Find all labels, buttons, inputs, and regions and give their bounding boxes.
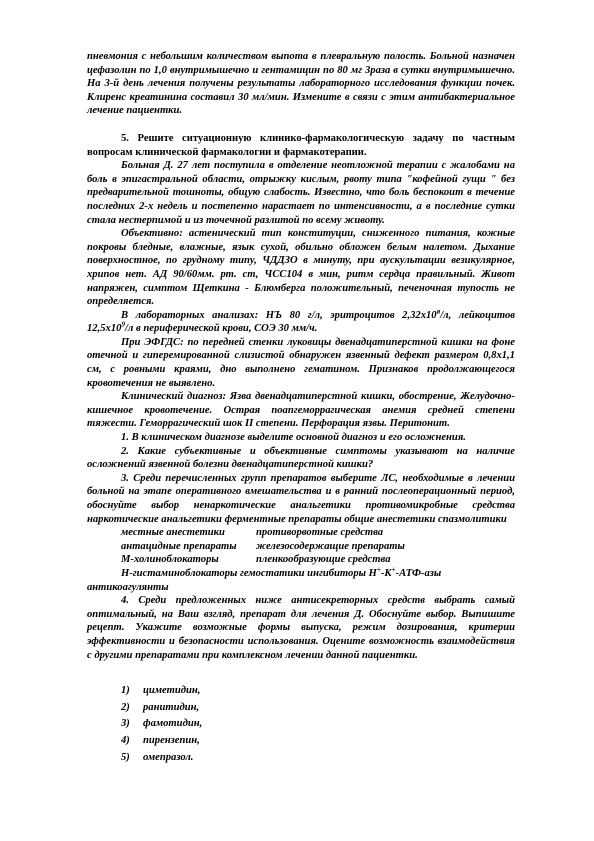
- drug-group-row: [87, 553, 515, 567]
- list-item: [121, 717, 515, 731]
- list-item-number: 2): [121, 701, 130, 713]
- drug-group-right: пленкообразующие средства: [256, 554, 391, 566]
- drug-group-left: М-холиноблокаторы: [121, 554, 219, 566]
- drug-list: [87, 684, 515, 764]
- h2-sup-2: +: [391, 565, 396, 574]
- h2-text-a: Н-гистаминоблокаторы гемостатики ингибиторы Н: [121, 567, 377, 579]
- question-4: 4. Среди предложенных ниже антисекреторных средств выбрать самый оптимальный, на Ваш взгляд, препарат для лечения Д. Обоснуйте выбор. Выпишите рецепт. Укажите возможные формы выпуска, режим дозирования, критерии эффективности и безопасности использования. Оцените возможность взаимодействия с другими препаратами при комплексном лечении данной пациентки.: [87, 595, 515, 661]
- list-item-label: фамотидин,: [143, 718, 203, 730]
- list-item: [121, 734, 515, 748]
- list-item-number: 3): [121, 718, 130, 730]
- drug-group-left: антацидные препараты: [121, 540, 237, 552]
- intro-paragraph: [87, 50, 515, 118]
- lab-sup-1: я: [436, 307, 441, 316]
- lab-sup-2: 9: [121, 320, 125, 329]
- list-item: [121, 701, 515, 715]
- list-item-label: пирензепин,: [143, 734, 200, 746]
- case-diagnosis: Клинический диагноз: Язва двенадцатиперстной кишки, обострение, Желудочно-кишечное кровотечение. Острая поапгеморрагическая анемия средней степени тяжести. Геморрагический шок II степени. Перфорация язвы. Перитонит.: [87, 391, 515, 430]
- list-item-label: омепразол.: [143, 751, 194, 763]
- drug-group-row: [87, 540, 515, 554]
- drug-group-left: местные анестетики: [121, 527, 225, 539]
- intro-line: На 3-й день лечения получены результаты лабораторного исследования функции почек.: [87, 78, 515, 90]
- drug-group-right: железосодержащие препараты: [256, 540, 405, 552]
- document-page: [87, 50, 515, 767]
- list-item-label: циметидин,: [143, 685, 201, 697]
- lab-text-c: /л в периферической крови, СОЭ 30 мм/ч.: [124, 323, 318, 335]
- h2-text-b: -К: [380, 567, 392, 579]
- drug-group-anticoag: антикоагулянты: [87, 581, 169, 593]
- question-2: 2. Какие субъективные и объективные симптомы указывают на наличие осложнений язвенной болезни двенадцатиперстной кишки?: [87, 445, 515, 471]
- intro-line: лечение пациентки.: [87, 105, 183, 117]
- drug-group-right: противорвотные средства: [256, 527, 384, 539]
- intro-line: цефазолин по 1,0 внутримышечно и гентамицин по 80 мг 3раза в сутки внутримышечно.: [87, 64, 515, 76]
- case-complaints: Больная Д. 27 лет поступила в отделение неотложной терапии с жалобами на боль в эпигастральной области, отрыжку кислым, рвоту типа "кофейной гущи " без предварительной тошноты, общую слабость. Известно, что боль беспокоит в течение последних 2-х недель и постепенно нарастает по интенсивности, а в последние сутки стала нестерпимой и из точечной разлитой по всему животу.: [87, 160, 515, 226]
- task-title: 5. Решите ситуационную клинико-фармакологическую задачу по частным вопросам клинической фармакологии и фармакотерапии.: [87, 132, 515, 158]
- lab-text-b: /л, лейкоцитов 12,5х10: [87, 309, 515, 335]
- question-1: 1. В клиническом диагнозе выделите основной диагноз и его осложнения.: [121, 432, 466, 444]
- intro-line: пневмония с небольшим количеством выпота в плевральную полость. Больной назначен: [87, 51, 515, 62]
- list-item-number: 4): [121, 734, 130, 746]
- lab-text-a: В лабораторных анализах: НЪ 80 г/л, эритроцитов 2,32х10: [121, 309, 437, 321]
- drug-group-h2-line: [87, 567, 515, 581]
- case-objective: Объективно: астенический тип конституции, сниженного питания, кожные покровы бледные, влажные, язык сухой, обильно обложен белым налетом. Дыхание поверхностное, по грудному типу, ЧДДЗО в минуту, при аускультации везикулярное, хрипов нет. АД 90/60мм. рт. ст, ЧСС104 в мин, ритм сердца правильный. Живот напряжен, симптом Щеткина - Блюмберга положительный, печеночная тупость не определяется.: [87, 228, 515, 308]
- list-item: [121, 751, 515, 765]
- question-3: 3. Среди перечисленных групп препаратов выберите ЛС, необходимые в лечении больной на этапе оперативного вмешательства и в ранний послеоперационный период, обоснуйте выбор ненаркотические анальгетики противомикробные средства наркотические анальгетики ферментные препараты общие анестетики спазмолитики: [87, 472, 515, 525]
- drug-group-row: [87, 526, 515, 540]
- h2-text-c: -АТФ-азы: [395, 567, 442, 579]
- list-item-number: 1): [121, 685, 130, 697]
- list-item-number: 5): [121, 751, 130, 763]
- list-item-label: ранитидин,: [143, 701, 200, 713]
- case-egds: При ЭФГДС: по передней стенки луковицы двенадцатиперстной кишки на фоне отечной и гиперемированной слизистой обнаружен язвенный дефект размером 0,8х1,1 см, с ровными краями, дно выполнено гематином. Признаков продолжающегося кровотечения не выявлено.: [87, 336, 515, 389]
- case-lab: [87, 309, 515, 336]
- h2-sup-1: +: [376, 565, 381, 574]
- intro-line: Клиренс креатинина составил 30 мл/мин. Измените в связи с этим антибактериальное: [87, 91, 515, 103]
- list-item: [121, 684, 515, 698]
